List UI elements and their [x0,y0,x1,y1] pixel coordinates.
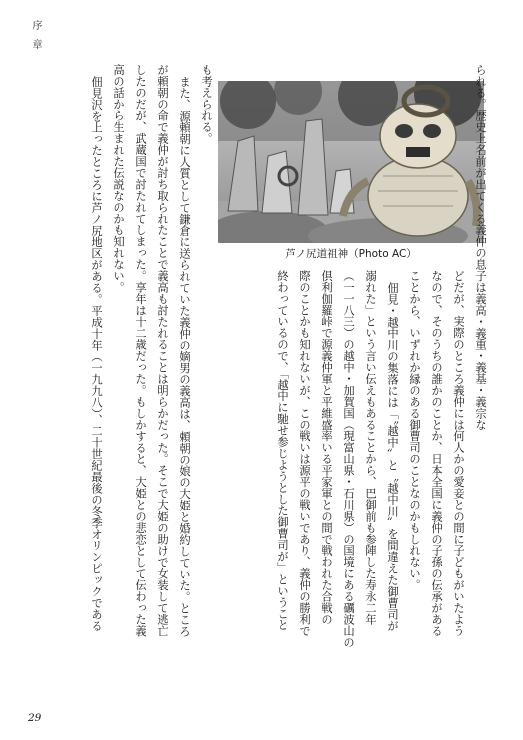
text-line: ことから、いずれか縁のある御曹司のことなのかもしれない。 [408,270,421,591]
text-line: 佃見沢を上ったところに芦ノ尻地区がある。平成十年（一九九八）、二十世紀最後の冬季オリンピックである [90,76,103,632]
text-line: 溺れた」という言い伝えもあることから、巴御前も参陣した寿永二年 [364,270,377,625]
text-line: なので、そのうちの誰かのことか、日本全国に義仲の子孫の伝承がある [430,270,443,637]
text-line: 佃見・越中川の集落には「〝越中〟と〝越中川〟を間違えた御曹司が [386,282,399,632]
text-line: も考えられる。 [200,64,213,145]
running-head: 序 章 [30,20,41,53]
text-line: 終わっているので、「越中に馳せ参じようとした御曹司が」ということ [276,270,289,631]
text-line: また、源頼朝に人質として鎌倉に送られていた義仲の嫡男の義高は、頼朝の娘の大姫と婚約していた。ところ [178,76,191,638]
text-line: られる。歴史上名前が出てくる義仲の息子は義高・義重・義基・義宗な [474,64,487,431]
figure-caption: 芦ノ尻道祖神（Photo AC） [285,248,417,260]
dosojin-photo-illustration [218,81,484,243]
text-line: 際のことかも知れないが、この戦いは源平の戦いであり、義仲の勝利で [298,270,311,637]
page-number: 29 [28,712,42,724]
text-line: が頼朝の命で義仲が討ち取られたことで義高も討たれることは明らかだった。そこで大姫の助けで女装して逃亡 [156,64,169,637]
text-line: （一一八三）の越中・加賀国（現富山県・石川県）の国境にある礪波山の [342,270,355,648]
text-line: どだが、実際のところ義仲には何人かの愛妾との間に子どもがいたよう [452,270,465,637]
figure-photo [218,81,484,243]
text-line: 高の話から生まれた伝説なのかも知れない。 [112,64,125,293]
text-line: 倶利伽羅峠で源義仲軍と平維盛率いる平家軍との間で戦われた合戦の [320,270,333,625]
text-line: したのだが、武蔵国で討たれてしまった。享年は十二歳だった。もしかすると、大姫との悲恋として伝わった義 [134,64,147,637]
